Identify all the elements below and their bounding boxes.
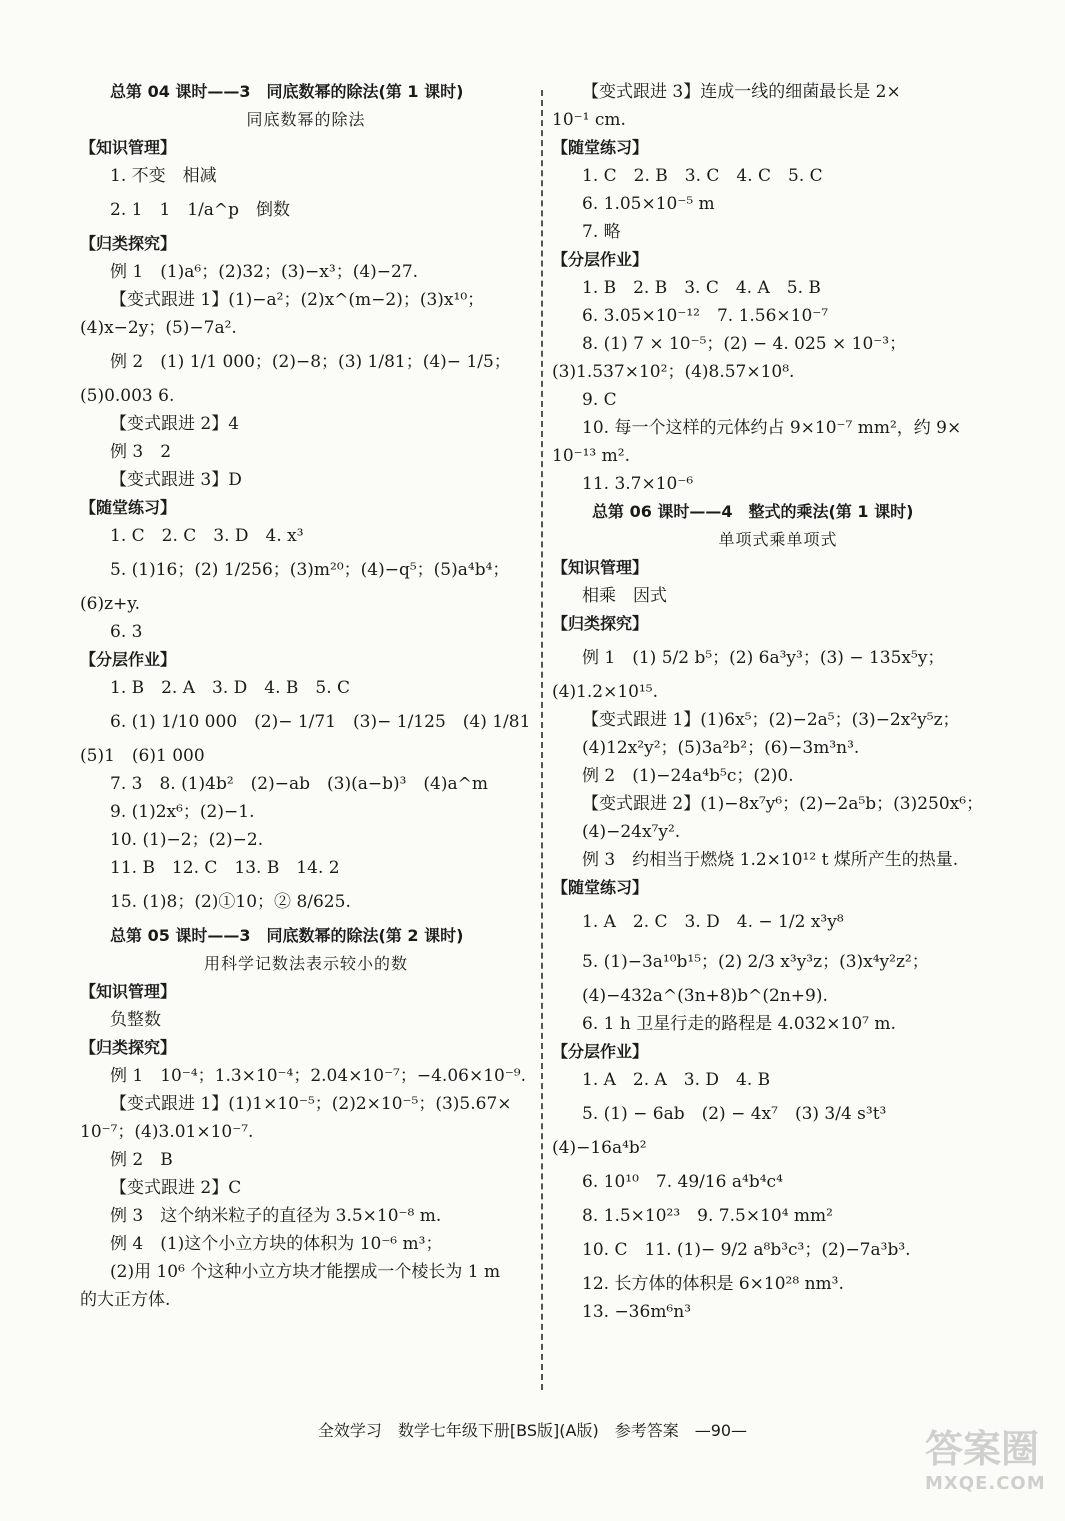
- answer-line: 例 1 (1)a⁶；(2)32；(3)−x³；(4)−27.: [110, 262, 419, 282]
- answer-line: (3)1.537×10²；(4)8.57×10⁸.: [552, 362, 795, 382]
- lesson-06-subtitle: 单项式乘单项式: [718, 530, 838, 549]
- answer-line: 【变式跟进 1】(1)6x⁵；(2)−2a⁵；(3)−2x²y⁵z；: [582, 710, 960, 730]
- answer-line: 例 4 (1)这个小立方块的体积为 10⁻⁶ m³；: [110, 1234, 443, 1254]
- section-heading: 【随堂练习】: [80, 498, 177, 517]
- answer-line: 1. A 2. C 3. D 4. − 1/2 x³y⁸: [582, 912, 844, 932]
- section-heading: 【随堂练习】: [552, 878, 649, 897]
- lesson-04-title: 总第 04 课时——3 同底数幂的除法(第 1 课时): [110, 82, 464, 101]
- answer-line: 【变式跟进 3】连成一线的细菌最长是 2×: [582, 82, 901, 102]
- answer-line: 11. 3.7×10⁻⁶: [582, 474, 694, 494]
- answer-line: 【变式跟进 3】D: [110, 470, 242, 490]
- section-heading: 【知识管理】: [552, 558, 649, 577]
- answer-line: 9. C: [582, 390, 617, 410]
- lesson-05-subtitle: 用科学记数法表示较小的数: [203, 954, 408, 973]
- answer-line: 【变式跟进 2】4: [110, 414, 240, 434]
- answer-line: 9. (1)2x⁶；(2)−1.: [110, 802, 255, 822]
- answer-line: 例 3 约相当于燃烧 1.2×10¹² t 煤所产生的热量.: [582, 850, 959, 870]
- answer-line: 负整数: [110, 1010, 161, 1030]
- section-heading: 【知识管理】: [80, 138, 177, 157]
- answer-line: 1. C 2. B 3. C 4. C 5. C: [582, 166, 823, 186]
- watermark-logo: [925, 1418, 1045, 1513]
- column-divider: [541, 90, 543, 1390]
- answer-line: (2)用 10⁶ 个这种小立方块才能摆成一个棱长为 1 m: [110, 1262, 501, 1282]
- page-footer: 全效学习 数学七年级下册[BS版](A版) 参考答案 —90—: [317, 1421, 748, 1440]
- answer-line: 15. (1)8；(2)①10；② 8/625.: [110, 892, 351, 912]
- answer-line: 10⁻¹³ m².: [552, 446, 630, 466]
- answer-line: 10. 每一个这样的元体约占 9×10⁻⁷ mm²，约 9×: [582, 418, 962, 438]
- answer-line: 10. (1)−2；(2)−2.: [110, 830, 264, 850]
- answer-line: 10. C 11. (1)− 9/2 a⁸b³c³；(2)−7a³b³.: [582, 1240, 911, 1260]
- answer-line: 的大正方体.: [80, 1290, 171, 1310]
- answer-line: 13. −36m⁶n³: [582, 1302, 692, 1322]
- answer-line: 7. 略: [582, 222, 621, 242]
- answer-line: 11. B 12. C 13. B 14. 2: [110, 858, 340, 878]
- answer-line: 5. (1)−3a¹⁰b¹⁵；(2) 2/3 x³y³z；(3)x⁴y²z²；: [582, 952, 929, 972]
- answer-line: 6. 1.05×10⁻⁵ m: [582, 194, 715, 214]
- lesson-04-subtitle: 同底数幂的除法: [246, 110, 366, 129]
- answer-line: 1. A 2. A 3. D 4. B: [582, 1070, 771, 1090]
- answer-line: 1. B 2. B 3. C 4. A 5. B: [582, 278, 821, 298]
- section-heading: 【随堂练习】: [552, 138, 649, 157]
- answer-line: 5. (1) − 6ab (2) − 4x⁷ (3) 3/4 s³t³: [582, 1104, 887, 1124]
- answer-line: (4)12x²y²；(5)3a²b²；(6)−3m³n³.: [582, 738, 860, 758]
- answer-line: 【变式跟进 2】C: [110, 1178, 242, 1198]
- answer-line: 例 2 (1) 1/1 000；(2)−8；(3) 1/81；(4)− 1/5；: [110, 352, 511, 372]
- answer-line: 10⁻⁷；(4)3.01×10⁻⁷.: [80, 1122, 254, 1142]
- answer-line: 例 2 (1)−24a⁴b⁵c；(2)0.: [582, 766, 794, 786]
- answer-line: (4)−24x⁷y².: [582, 822, 681, 842]
- answer-line: 8. (1) 7 × 10⁻⁵；(2) − 4. 025 × 10⁻³；: [582, 334, 907, 354]
- answer-line: 1. C 2. C 3. D 4. x³: [110, 526, 304, 546]
- section-heading: 【分层作业】: [552, 1042, 649, 1061]
- answer-line: 5. (1)16；(2) 1/256；(3)m²⁰；(4)−q⁵；(5)a⁴b⁴；: [110, 560, 510, 580]
- watermark-text: 答案圈: [925, 1427, 1040, 1471]
- answer-line: 6. 1 h 卫星行走的路程是 4.032×10⁷ m.: [582, 1014, 896, 1034]
- answer-line: (4)x−2y；(5)−7a².: [80, 318, 237, 338]
- section-heading: 【知识管理】: [80, 982, 177, 1001]
- answer-line: (4)1.2×10¹⁵.: [552, 682, 659, 702]
- answer-line: 例 2 B: [110, 1150, 173, 1170]
- section-heading: 【分层作业】: [80, 650, 177, 669]
- answer-line: (5)0.003 6.: [80, 386, 175, 406]
- answer-line: 10⁻¹ cm.: [552, 110, 626, 130]
- answer-line: 6. 10¹⁰ 7. 49/16 a⁴b⁴c⁴: [582, 1172, 783, 1192]
- answer-line: 6. 3.05×10⁻¹² 7. 1.56×10⁻⁷: [582, 306, 829, 326]
- answer-line: 【变式跟进 2】(1)−8x⁷y⁶；(2)−2a⁵b；(3)250x⁶；: [582, 794, 984, 814]
- answer-line: (4)−432a^(3n+8)b^(2n+9).: [582, 986, 828, 1006]
- answer-line: 例 3 这个纳米粒子的直径为 3.5×10⁻⁸ m.: [110, 1206, 442, 1226]
- answer-line: 8. 1.5×10²³ 9. 7.5×10⁴ mm²: [582, 1206, 833, 1226]
- section-heading: 【归类探究】: [80, 234, 177, 253]
- answer-line: 【变式跟进 1】(1)1×10⁻⁵；(2)2×10⁻⁵；(3)5.67×: [110, 1094, 512, 1114]
- answer-line: (5)1 (6)1 000: [80, 746, 205, 766]
- answer-line: 1. B 2. A 3. D 4. B 5. C: [110, 678, 351, 698]
- answer-line: 2. 1 1 1/a^p 倒数: [110, 200, 291, 220]
- answer-line: 例 3 2: [110, 442, 172, 462]
- answer-line: 【变式跟进 1】(1)−a²；(2)x^(m−2)；(3)x¹⁰；: [110, 290, 485, 310]
- left-column: [80, 78, 532, 1314]
- answer-line: (6)z+y.: [80, 594, 141, 614]
- answer-line: 例 1 (1) 5/2 b⁵；(2) 6a³y³；(3) − 135x⁵y；: [582, 648, 945, 668]
- answer-line: 例 1 10⁻⁴；1.3×10⁻⁴；2.04×10⁻⁷；−4.06×10⁻⁹.: [110, 1066, 527, 1086]
- answer-line: 6. (1) 1/10 000 (2)− 1/71 (3)− 1/125 (4) 1/81: [110, 712, 531, 732]
- answer-line: 12. 长方体的体积是 6×10²⁸ nm³.: [582, 1274, 844, 1294]
- answer-line: 1. 不变 相减: [110, 166, 217, 186]
- lesson-05-title: 总第 05 课时——3 同底数幂的除法(第 2 课时): [110, 926, 464, 945]
- answer-line: (4)−16a⁴b²: [552, 1138, 647, 1158]
- section-heading: 【归类探究】: [552, 614, 649, 633]
- answer-line: 6. 3: [110, 622, 143, 642]
- lesson-06-title: 总第 06 课时——4 整式的乘法(第 1 课时): [592, 502, 914, 521]
- watermark-url: MXQE.COM: [925, 1473, 1046, 1494]
- section-heading: 【分层作业】: [552, 250, 649, 269]
- answer-line: 7. 3 8. (1)4b² (2)−ab (3)(a−b)³ (4)a^m: [110, 774, 489, 794]
- right-column: [552, 78, 1004, 1326]
- section-heading: 【归类探究】: [80, 1038, 177, 1057]
- answer-line: 相乘 因式: [582, 586, 667, 606]
